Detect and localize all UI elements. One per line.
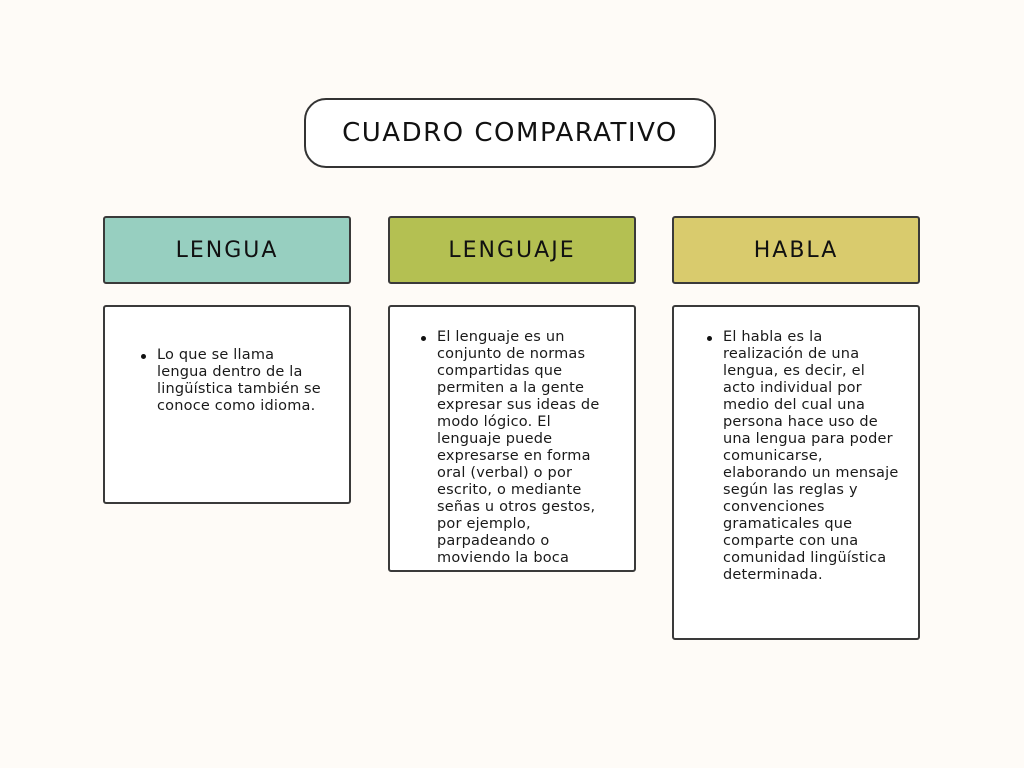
header-habla: [672, 216, 920, 284]
definition-box-lengua: [103, 305, 351, 504]
list-item: [723, 329, 900, 584]
definition-text: Lo que se llama lengua dentro de la lingüística también se conoce como idioma.: [157, 347, 321, 414]
header-label: HABLA: [753, 237, 839, 263]
list-item: [437, 329, 608, 567]
header-label: LENGUAJE: [448, 237, 576, 263]
definition-text: El lenguaje es un conjunto de normas compartidas que permiten a la gente expresar sus ideas de modo lógico. El lenguaje puede expresarse en forma oral (verbal) o por escrito, o mediante señas u otros gestos, por ejemplo, parpadeando o moviendo la boca: [437, 329, 600, 566]
diagram-title: CUADRO COMPARATIVO: [342, 118, 678, 148]
bullet-icon: [141, 354, 146, 359]
header-lengua: [103, 216, 351, 284]
list-item: [157, 347, 323, 415]
title-box: [304, 98, 716, 168]
bullet-list: [105, 307, 349, 415]
bullet-icon: [421, 336, 426, 341]
definition-box-habla: [672, 305, 920, 640]
bullet-list: [390, 307, 634, 567]
definition-box-lenguaje: [388, 305, 636, 572]
bullet-icon: [707, 336, 712, 341]
definition-text: El habla es la realización de una lengua, es decir, el acto individual por medio del cual una persona hace uso de una lengua para poder comunicarse, elaborando un mensaje según las reglas y convenciones gramaticales que comparte con una comunidad lingüística determinada.: [723, 329, 899, 583]
bullet-list: [674, 307, 918, 584]
header-lenguaje: [388, 216, 636, 284]
header-label: LENGUA: [175, 237, 279, 263]
